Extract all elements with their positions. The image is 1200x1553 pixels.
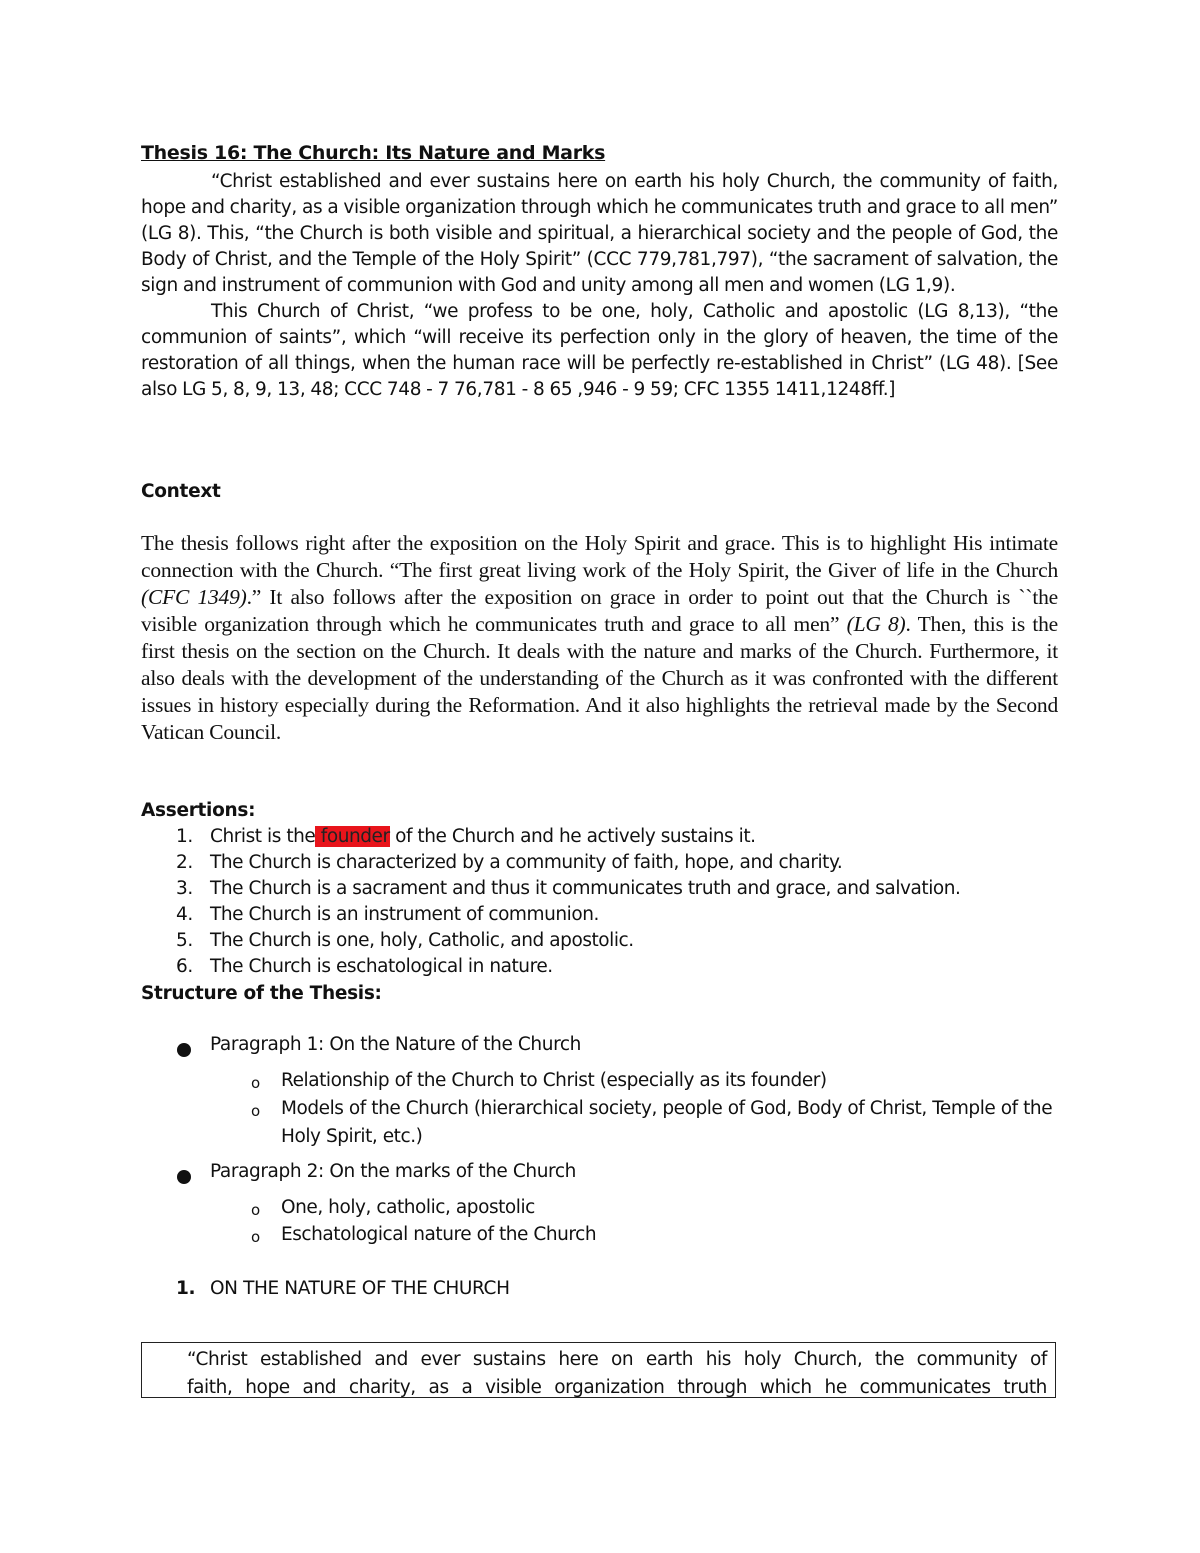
thesis-paragraph-2: This Church of Christ, “we profess to be one, holy, Catholic and apostolic (LG 8,13), “the communion of saints”, which “will receive its perfection only in the glory of heaven, the time of the restoration of all things, when the human race will be perfectly re-established in Christ” (LG 48). [See also LG 5, 8, 9, 13, 48; CCC 748 - 7 76,781 - 8 65 ,946 - 9 59; CFC 1355 1411,1248ff.]: [141, 301, 1058, 400]
section-title: ON THE NATURE OF THE CHURCH: [210, 1278, 510, 1299]
context-citation-1: (CFC 1349): [141, 585, 247, 609]
list-item-text: The Church is characterized by a community of faith, hope, and charity.: [210, 852, 843, 873]
thesis-statement: [141, 169, 1058, 403]
context-heading: Context: [141, 481, 221, 502]
list-item-number: 3.: [176, 878, 193, 899]
list-item-number: 2.: [176, 852, 193, 873]
context-citation-2: (LG 8): [846, 612, 906, 636]
quote-box: [141, 1342, 1056, 1398]
sub-item-text: Relationship of the Church to Christ (especially as its founder): [281, 1070, 827, 1091]
context-text-1: The thesis follows right after the exposition on the Holy Spirit and grace. This is to highlight His intimate connection with the Church. “The first great living work of the Holy Spirit, the Giver of life in the Church: [141, 531, 1058, 582]
list-item-number: 6.: [176, 956, 193, 977]
quote-text: [187, 1346, 1047, 1398]
bullet-icon: [177, 1170, 191, 1184]
assertions-list: [141, 824, 960, 980]
list-item: [141, 954, 960, 980]
list-item: [141, 902, 960, 928]
sub-bullet-icon: o: [251, 1201, 260, 1219]
list-item: [141, 928, 960, 954]
sub-bullet-icon: o: [251, 1102, 260, 1120]
list-item: [141, 876, 960, 902]
list-item-text: The Church is an instrument of communion.: [210, 904, 599, 925]
section-number: 1.: [176, 1278, 196, 1299]
assertions-heading: Assertions:: [141, 800, 256, 821]
sub-item-text: One, holy, catholic, apostolic: [281, 1197, 535, 1218]
list-item-number: 1.: [176, 826, 193, 847]
list-item-text: of the Church and he actively sustains it.: [389, 826, 756, 847]
thesis-paragraph-1: “Christ established and ever sustains here on earth his holy Church, the community of faith, hope and charity, as a visible organization through which he communicates truth and grace to all men” (LG 8). This, “the Church is both visible and spiritual, a hierarchical society and the people of God, the Body of Christ, and the Temple of the Holy Spirit” (CCC 779,781,797), “the sacrament of salvation, the sign and instrument of communion with God and unity among all men and women (LG 1,9).: [141, 171, 1058, 296]
bullet-label: Paragraph 2: On the marks of the Church: [210, 1161, 576, 1182]
sub-item-text: Eschatological nature of the Church: [281, 1224, 597, 1245]
bullet-label: Paragraph 1: On the Nature of the Church: [210, 1034, 581, 1055]
context-text-3: . Then, this is the first thesis on the section on the Church. It deals with the nature and marks of the Church. Furthermore, it also deals with the development of the understanding of the Church as it was confronted with the different issues in history especially during the Reformation. And it also highlights the retrieval made by the Second Vatican Council.: [141, 612, 1058, 744]
list-item-number: 4.: [176, 904, 193, 925]
list-item: [141, 824, 960, 850]
list-item-text: Christ is the: [210, 826, 316, 847]
quote-line: “Christ established and ever sustains here on earth his holy Church, the community of: [187, 1349, 1047, 1370]
list-item-text: The Church is eschatological in nature.: [210, 956, 553, 977]
structure-heading: Structure of the Thesis:: [141, 983, 382, 1004]
sub-bullet-icon: o: [251, 1074, 260, 1092]
sub-bullet-icon: o: [251, 1228, 260, 1246]
sub-item-text: Models of the Church (hierarchical society, people of God, Body of Christ, Temple of the Holy Spirit, etc.): [281, 1098, 1053, 1147]
highlighted-word: founder: [315, 826, 390, 847]
context-paragraph: [141, 530, 1058, 746]
thesis-title: Thesis 16: The Church: Its Nature and Marks: [141, 142, 606, 164]
list-item-number: 5.: [176, 930, 193, 951]
context-text-2: .” It also follows after the exposition on grace in order to point out that the Church is ``the visible organization through which he communicates truth and grace to all men”: [141, 585, 1058, 636]
quote-line: faith, hope and charity, as a visible organization through which he communicates truth: [187, 1377, 1047, 1398]
list-item-text: The Church is one, holy, Catholic, and apostolic.: [210, 930, 634, 951]
list-item-text: The Church is a sacrament and thus it communicates truth and grace, and salvation.: [210, 878, 961, 899]
bullet-icon: [177, 1043, 191, 1057]
list-item: [141, 850, 960, 876]
